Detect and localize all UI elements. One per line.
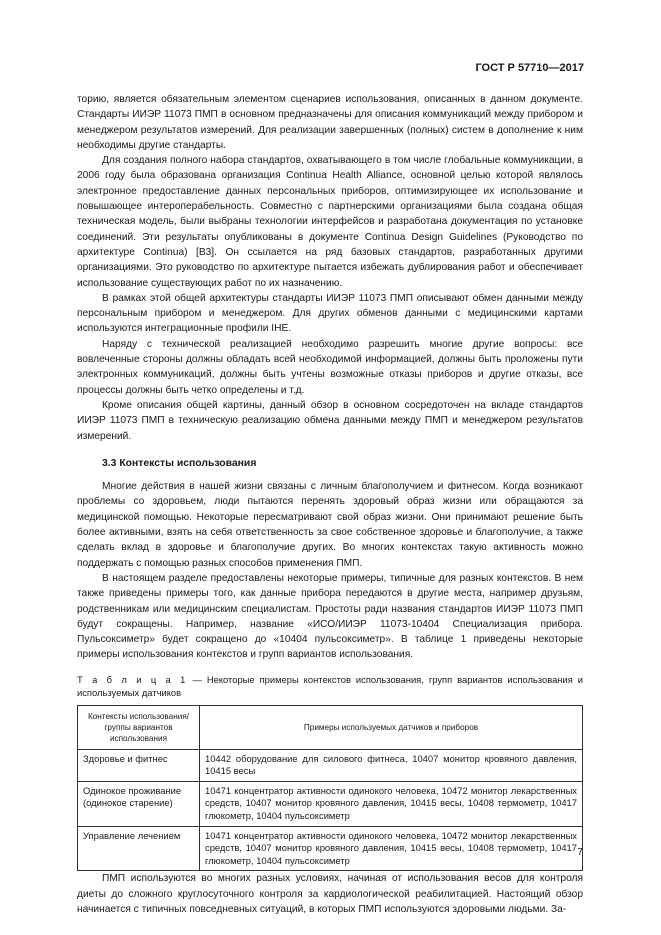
table-cell: 10471 концентратор активности одинокого человека, 10472 монитор лекарственных средств, 10407 монитор кровяного давления, 10415 весы, 10408 термометр, 10417 глюкометр, 10404 пульсоксиметр <box>200 826 583 871</box>
table-header-row <box>78 705 583 749</box>
table-cell: 10442 оборудование для силового фитнеса, 10407 монитор кровяного давления, 10415 весы <box>200 749 583 781</box>
table-cell: Здоровье и фитнес <box>78 749 200 781</box>
paragraph: В рамках этой общей архитектуры стандарты ИИЭР 11073 ПМП описывают обмен данными между персональным прибором и менеджером. Для других обменов данными с медицинскими картами используются интеграционные профили IHE. <box>77 292 583 335</box>
page-content <box>77 92 583 917</box>
table-header-cell: Контексты использования/группы вариантов использования <box>78 705 200 749</box>
paragraph: ПМП используются во многих разных условиях, начиная от использования весов для контроля диеты до сложного круглосуточного контроля за кардиологической реабилитацией. Настоящий обзор начинается с типичных повседневных ситуаций, в которых ПМП используются здоровыми людьми. За- <box>77 873 583 916</box>
paragraph: торию, является обязательным элементом сценариев использования, описанных в данном документе. Стандарты ИИЭР 11073 ПМП в основном предназначены для описания коммуникаций между прибором и менеджером результатов измерений. Для реализации завершенных (полных) систем в дополнение к ним необходимы другие стандарты. <box>77 94 583 151</box>
table-caption <box>77 673 583 699</box>
table-cell: Одинокое проживание (одинокое старение) <box>78 781 200 826</box>
paragraph: Кроме описания общей картины, данный обзор в основном сосредоточен на вкладе стандартов ИИЭР 11073 ПМП в техническую реализацию обмена данными между ПМП и менеджером результатов измерений. <box>77 399 583 442</box>
usage-contexts-table <box>77 705 583 872</box>
paragraph: Многие действия в нашей жизни связаны с личным благополучием и фитнесом. Когда возникают проблемы со здоровьем, люди пытаются перенять здоровый образ жизни или обращаются за медицинской помощью. Некоторые пересматривают свой образ жизни. Они принимают решение быть более активными, взять на себя ответственность за свое собственное здоровье и благополучие, а также сделать вклад в здоровье и благополучие других. Во многих контекстах такую активность можно поддержать с помощью разных способов применения ПМП. <box>77 481 583 569</box>
paragraph: В настоящем разделе предоставлены некоторые примеры, типичные для разных контекстов. В нем также приведены примеры того, как данные прибора передаются в другие места, например друзьям, родственникам или медицинским специалистам. Простоты ради названия стандартов ИИЭР 11073 ПМП будут сокращены. Например, название «ИСО/ИИЭР 11073-10404 Специализация прибора. Пульсоксиметр» будет сокращено до «10404 пульсоксиметр». В таблице 1 приведены некоторые примеры использования контекстов и групп вариантов использования. <box>77 572 583 661</box>
table-row <box>78 826 583 871</box>
page-number: 7 <box>577 847 583 858</box>
paragraph: Наряду с технической реализацией необходимо разрешить многие другие вопросы: все вовлеченные стороны должны обладать всей необходимой информацией, должны быть проложены пути электронных коммуникаций, должны быть учтены возможные отказы приборов и другие отказы, все процессы должны быть четко определены и т.д. <box>77 338 583 396</box>
table-header-cell: Примеры используемых датчиков и приборов <box>200 705 583 749</box>
table-row <box>78 781 583 826</box>
table-caption-text: — Некоторые примеры контекстов использования, групп вариантов использования и используемых датчиков <box>77 673 583 698</box>
table-row <box>78 749 583 781</box>
table-cell: Управление лечением <box>78 826 200 871</box>
table-caption-label: Т а б л и ц а 1 <box>77 673 188 685</box>
paragraph: Для создания полного набора стандартов, охватывающего в том числе глобальные коммуникации, в 2006 году была образована организация Continua Health Alliance, основной целью которой являлось электронное предоставление данных персональных приборов, оптимизирующее их использование и повышающее интероперабельность. Совместно с партнерскими организациями была создана общая техническая модель, были выбраны технологии интерфейсов и разработана документация по установке соединений. Эти результаты опубликованы в документе Continua Design Guidelines (Руководство по архитектуре Continua) [B3]. Он ссылается на ряд базовых стандартов, разработанных другими организациями. Это руководство по архитектуре пытается избежать дублирования работ и обеспечивает использование существующих работ по их назначению. <box>77 155 583 289</box>
section-heading: 3.3 Контексты использования <box>102 457 257 469</box>
document-code-header: ГОСТ Р 57710—2017 <box>475 62 584 74</box>
table-cell: 10471 концентратор активности одинокого человека, 10472 монитор лекарственных средств, 10407 монитор кровяного давления, 10415 весы, 10408 термометр, 10417 глюкометр, 10404 пульсоксиметр <box>200 781 583 826</box>
